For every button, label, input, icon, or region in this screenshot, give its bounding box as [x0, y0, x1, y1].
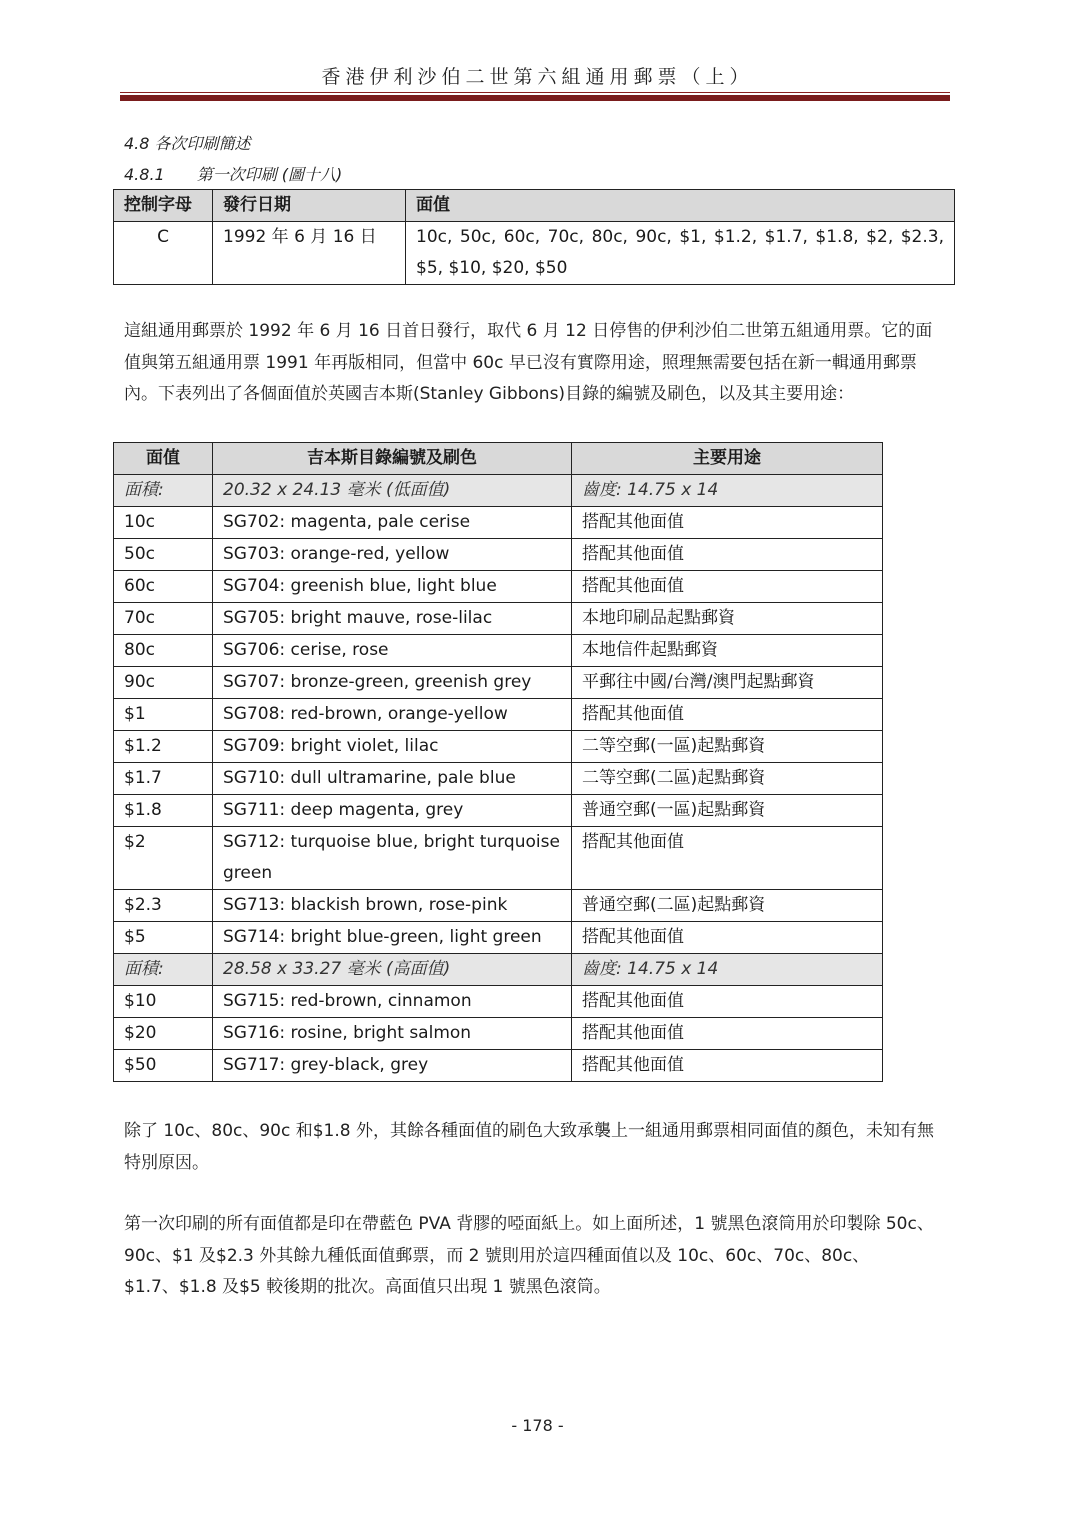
subsection-title: 第一次印刷 (圖十八): [196, 165, 343, 184]
sg-number-colour: SG710: dull ultramarine, pale blue: [213, 763, 572, 795]
table-row: [114, 795, 883, 827]
sg-number-colour: SG706: cerise, rose: [213, 635, 572, 667]
table-row: [114, 571, 883, 603]
sg-number-colour: SG716: rosine, bright salmon: [213, 1018, 572, 1050]
stamp-value: 10c: [114, 507, 213, 539]
issue-date: 1992 年 6 月 16 日: [213, 222, 406, 285]
table-row: [114, 922, 883, 954]
group-perf: 齒度: 14.75 x 14: [572, 954, 883, 986]
main-use: 普通空郵(一區)起點郵資: [572, 795, 883, 827]
table-row: [114, 635, 883, 667]
header-value: 面值: [114, 443, 213, 475]
stamp-value: $2.3: [114, 890, 213, 922]
main-use: 搭配其他面值: [572, 507, 883, 539]
sg-number-colour: SG713: blackish brown, rose-pink: [213, 890, 572, 922]
group-size: 28.58 x 33.27 毫米 (高面值): [213, 954, 572, 986]
header-control-letter: 控制字母: [114, 190, 213, 222]
sg-number-colour: SG707: bronze-green, greenish grey: [213, 667, 572, 699]
stamp-value: $1.2: [114, 731, 213, 763]
main-use: 平郵往中國/台灣/澳門起點郵資: [572, 667, 883, 699]
main-use: 搭配其他面值: [572, 827, 883, 890]
stamp-value: 90c: [114, 667, 213, 699]
colour-paragraph: 除了 10c、80c、90c 和$1.8 外，其餘各種面值的刷色大致承襲上一組通用郵票相同面值的顏色，未知有無特別原因。: [124, 1121, 934, 1173]
sg-table-header: [114, 443, 883, 475]
page-header-title: 香港伊利沙伯二世第六組通用郵票（上）: [321, 66, 754, 88]
page-number: - 178 -: [511, 1416, 564, 1435]
table-row: [114, 731, 883, 763]
stamp-value: 60c: [114, 571, 213, 603]
sg-table: [113, 442, 883, 1082]
sg-number-colour: SG717: grey-black, grey: [213, 1050, 572, 1082]
table-row: [114, 507, 883, 539]
face-values: 10c, 50c, 60c, 70c, 80c, 90c, $1, $1.2, $1.7, $1.8, $2, $2.3, $5, $10, $20, $50: [406, 222, 955, 285]
table-row: [114, 699, 883, 731]
print-table-header: [114, 190, 955, 222]
header-sg-number: 吉本斯目錄編號及刷色: [213, 443, 572, 475]
sg-number-colour: SG704: greenish blue, light blue: [213, 571, 572, 603]
stamp-value: $1.7: [114, 763, 213, 795]
stamp-value: $10: [114, 986, 213, 1018]
table-row: [114, 986, 883, 1018]
table-row: [114, 890, 883, 922]
table-row: [114, 539, 883, 571]
table-group-row: [114, 475, 883, 507]
stamp-value: 80c: [114, 635, 213, 667]
main-use: 搭配其他面值: [572, 699, 883, 731]
table-row: [114, 827, 883, 890]
sg-number-colour: SG708: red-brown, orange-yellow: [213, 699, 572, 731]
main-use: 搭配其他面值: [572, 539, 883, 571]
stamp-value: $1.8: [114, 795, 213, 827]
main-use: 二等空郵(一區)起點郵資: [572, 731, 883, 763]
sg-number-colour: SG705: bright mauve, rose-lilac: [213, 603, 572, 635]
stamp-value: $5: [114, 922, 213, 954]
sg-table-body: [114, 475, 883, 1082]
table-row: [114, 1018, 883, 1050]
table-row: [114, 763, 883, 795]
table-row: [114, 667, 883, 699]
intro-paragraph: 這組通用郵票於 1992 年 6 月 16 日首日發行，取代 6 月 12 日停售的伊利沙伯二世第五組通用票。它的面值與第五組通用票 1991 年再版相同，但當中 60c 早已沒有實際用途，照理無需要包括在新一輯通用郵票內。下表列出了各個面值於英國吉本斯(Stanley Gibbons)目錄的編號及刷色，以及其主要用途：: [124, 321, 933, 404]
stamp-value: $2: [114, 827, 213, 890]
sg-number-colour: SG714: bright blue-green, light green: [213, 922, 572, 954]
table-row: [114, 1050, 883, 1082]
sg-number-colour: SG711: deep magenta, grey: [213, 795, 572, 827]
group-label: 面積:: [114, 954, 213, 986]
group-label: 面積:: [114, 475, 213, 507]
sg-number-colour: SG715: red-brown, cinnamon: [213, 986, 572, 1018]
stamp-value: 70c: [114, 603, 213, 635]
sg-number-colour: SG709: bright violet, lilac: [213, 731, 572, 763]
main-use: 二等空郵(二區)起點郵資: [572, 763, 883, 795]
print-table-row: [114, 222, 955, 285]
header-rule: [120, 92, 950, 93]
table-group-row: [114, 954, 883, 986]
main-use: 本地信件起點郵資: [572, 635, 883, 667]
control-letter: C: [114, 222, 213, 285]
main-use: 本地印刷品起點郵資: [572, 603, 883, 635]
main-use: 搭配其他面值: [572, 922, 883, 954]
stamp-value: $50: [114, 1050, 213, 1082]
subsection-heading: [124, 162, 342, 185]
main-use: 搭配其他面值: [572, 571, 883, 603]
section-title: 4.8 各次印刷簡述: [124, 134, 251, 153]
header-main-use: 主要用途: [572, 443, 883, 475]
main-use: 搭配其他面值: [572, 986, 883, 1018]
main-use: 搭配其他面值: [572, 1018, 883, 1050]
main-use: 搭配其他面值: [572, 1050, 883, 1082]
header-rule-thick: [120, 95, 950, 101]
stamp-value: $1: [114, 699, 213, 731]
group-size: 20.32 x 24.13 毫米 (低面值): [213, 475, 572, 507]
sg-number-colour: SG703: orange-red, yellow: [213, 539, 572, 571]
print-table: [113, 189, 955, 285]
table-row: [114, 603, 883, 635]
header-issue-date: 發行日期: [213, 190, 406, 222]
subsection-number: 4.8.1: [124, 165, 165, 184]
sg-number-colour: SG702: magenta, pale cerise: [213, 507, 572, 539]
group-perf: 齒度: 14.75 x 14: [572, 475, 883, 507]
main-use: 普通空郵(二區)起點郵資: [572, 890, 883, 922]
stamp-value: 50c: [114, 539, 213, 571]
sg-number-colour: SG712: turquoise blue, bright turquoise green: [213, 827, 572, 890]
paper-paragraph: 第一次印刷的所有面值都是印在帶藍色 PVA 背膠的啞面紙上。如上面所述，1 號黑色滾筒用於印製除 50c、90c、$1 及$2.3 外其餘九種低面值郵票，而 2 號則用於這四種面值以及 10c、60c、70c、80c、$1.7、$1.8 及$5 較後期的批次。高面值只出現 1 號黑色滾筒。: [124, 1214, 934, 1297]
stamp-value: $20: [114, 1018, 213, 1050]
header-face-values: 面值: [406, 190, 955, 222]
